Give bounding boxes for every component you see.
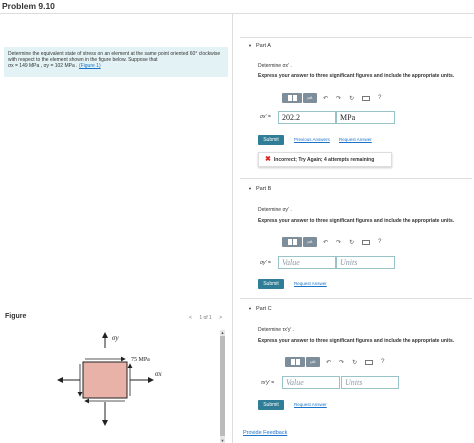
template-icon [296, 359, 300, 365]
part-c-determine: Determine τx′y′ . [258, 327, 295, 333]
keyboard-icon[interactable] [362, 96, 370, 101]
figure-page-count: 1 of 1 [199, 315, 212, 321]
part-c-label: Part C [255, 306, 272, 312]
keyboard-icon[interactable] [365, 360, 373, 365]
part-a-submit-button[interactable]: Submit [258, 135, 284, 145]
part-a-divider [240, 37, 472, 38]
previous-answers-link[interactable]: Previous Answers [294, 137, 330, 142]
stress-element-figure [55, 330, 185, 435]
template-icon [288, 95, 292, 101]
shear-label: 75 MPa [131, 357, 150, 363]
collapse-icon: ▼ [248, 306, 252, 311]
scroll-down-icon[interactable]: ▼ [220, 438, 225, 443]
request-answer-link[interactable]: Request Answer [294, 281, 327, 286]
help-icon[interactable]: ? [381, 359, 385, 365]
templates-button[interactable] [282, 93, 302, 103]
problem-statement [4, 47, 228, 77]
part-b-divider [240, 178, 472, 179]
part-b-instruction: Express your answer to three significant figures and include the appropriate units. [258, 218, 455, 224]
part-c-divider [240, 298, 472, 299]
part-a-units-input[interactable]: MPa [336, 111, 395, 124]
reset-icon[interactable]: ↻ [349, 95, 355, 102]
part-c-toolbar [285, 356, 392, 368]
provide-feedback-link[interactable]: Provide Feedback [243, 430, 288, 436]
prev-figure-button[interactable]: < [189, 315, 192, 321]
part-a-determine: Determine σx′ . [258, 63, 292, 69]
stress-element [83, 362, 127, 398]
figure-label: Figure [5, 313, 27, 320]
undo-icon[interactable]: ↶ [323, 239, 329, 246]
request-answer-link[interactable]: Request Answer [294, 402, 327, 407]
part-b-value-input[interactable]: Value [278, 256, 336, 269]
reset-icon[interactable]: ↻ [352, 359, 358, 366]
units-button[interactable]: μA [306, 357, 320, 367]
keyboard-icon[interactable] [362, 240, 370, 245]
undo-icon[interactable]: ↶ [326, 359, 332, 366]
collapse-icon: ▼ [248, 43, 252, 48]
redo-icon[interactable]: ↷ [339, 359, 345, 366]
reset-icon[interactable]: ↻ [349, 239, 355, 246]
part-c-symbol: τx′y′ = [261, 380, 275, 386]
sigma-x-label: σx [155, 370, 162, 378]
part-b-submit-button[interactable]: Submit [258, 279, 284, 289]
feedback-text: Incorrect; Try Again; 4 attempts remaining [273, 157, 375, 163]
next-figure-button[interactable]: > [219, 315, 223, 321]
part-c-value-input[interactable]: Value [282, 376, 340, 389]
collapse-icon: ▼ [248, 186, 252, 191]
sigma-y-label: σy [112, 334, 119, 342]
figure-scrollbar[interactable] [220, 330, 225, 443]
template-icon [293, 95, 297, 101]
part-a-toolbar [282, 92, 389, 104]
part-a-label: Part A [255, 43, 271, 49]
part-c-instruction: Express your answer to three significant figures and include the appropriate units. [258, 338, 455, 344]
scroll-thumb[interactable] [220, 336, 225, 436]
part-c-header[interactable] [248, 306, 272, 312]
part-b-toolbar [282, 236, 389, 248]
part-b-units-input[interactable]: Units [336, 256, 395, 269]
units-button[interactable]: μA [303, 237, 317, 247]
part-b-determine: Determine σy′ . [258, 207, 292, 213]
template-icon [291, 359, 295, 365]
part-c-submit-button[interactable]: Submit [258, 400, 284, 410]
part-c-units-input[interactable]: Units [341, 376, 399, 389]
feedback-box [258, 152, 392, 167]
templates-button[interactable] [285, 357, 305, 367]
part-b-symbol: σy′ = [260, 260, 271, 266]
request-answer-link[interactable]: Request Answer [339, 137, 372, 142]
figure-pager [186, 315, 225, 321]
part-a-instruction: Express your answer to three significant figures and include the appropriate units. [258, 73, 455, 79]
units-button[interactable]: μA [303, 93, 317, 103]
header-divider [0, 13, 474, 14]
figure-link[interactable]: (Figure 1) [78, 63, 101, 69]
part-a-value-input[interactable]: 202.2 [278, 111, 336, 124]
template-icon [288, 239, 292, 245]
redo-icon[interactable]: ↷ [336, 239, 342, 246]
part-a-header[interactable] [248, 43, 271, 49]
redo-icon[interactable]: ↷ [336, 95, 342, 102]
part-b-header[interactable] [248, 186, 271, 192]
problem-text: Determine the equivalent state of stress on an element at the same point oriented 60° clockwise with respect to the element shown in the figure below. Suppose that [8, 51, 221, 63]
scroll-up-icon[interactable]: ▲ [220, 330, 225, 335]
page-title: Problem 9.10 [2, 1, 55, 11]
part-a-symbol: σx′ = [260, 114, 271, 120]
template-icon [293, 239, 297, 245]
help-icon[interactable]: ? [378, 95, 382, 101]
problem-values: σx = 149 MPa , σy = 102 MPa . [8, 63, 78, 69]
incorrect-icon: ✖ [265, 156, 271, 163]
help-icon[interactable]: ? [378, 239, 382, 245]
column-divider [232, 14, 233, 443]
undo-icon[interactable]: ↶ [323, 95, 329, 102]
part-b-label: Part B [255, 186, 272, 192]
templates-button[interactable] [282, 237, 302, 247]
